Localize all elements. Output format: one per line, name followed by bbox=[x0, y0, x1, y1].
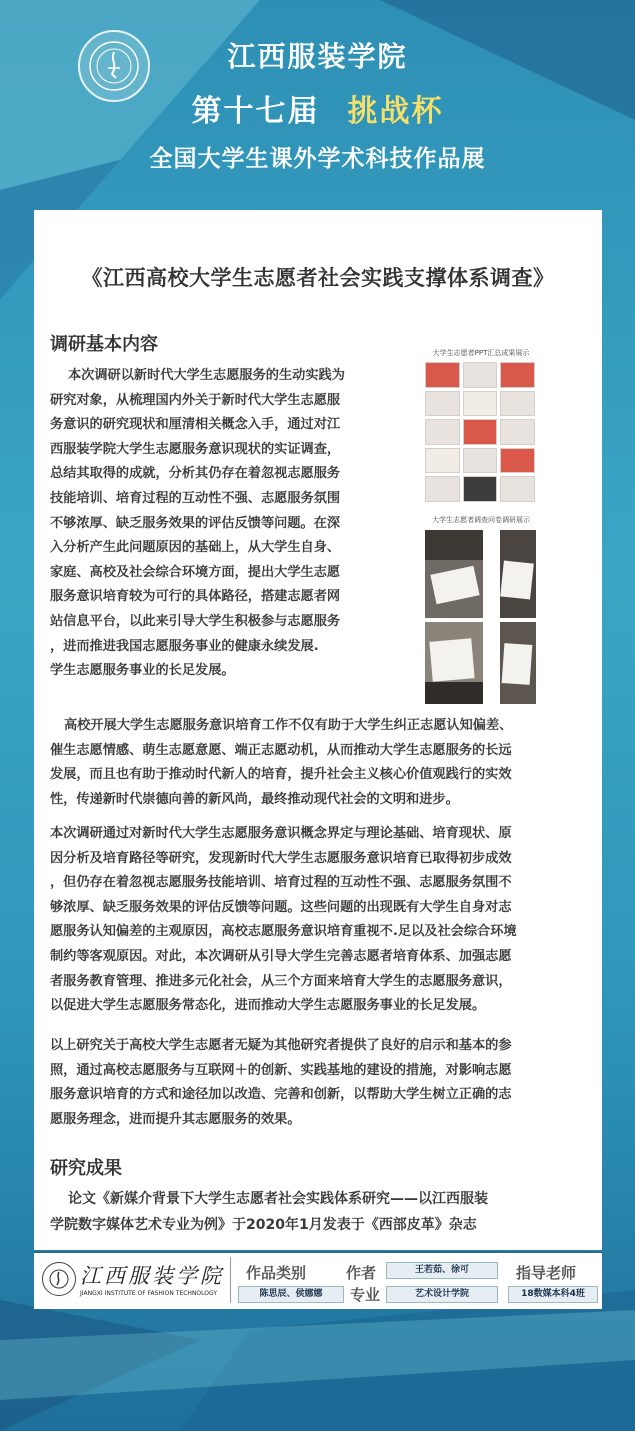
project-title: 《江西高校大学生志愿者社会实践支撑体系调查》 bbox=[81, 266, 555, 290]
para-line: 制约等客观原因。对此，本次调研从引导大学生完善志愿者培育体系、加强志愿 bbox=[50, 948, 512, 964]
class-value: 18数媒本科4班 bbox=[508, 1286, 598, 1303]
para-line: ，但仍存在着忽视志愿服务技能培训、培育过程的互动性不强、志愿服务氛围不 bbox=[50, 875, 512, 891]
authors-secondary: 陈思辰、侯娜娜 bbox=[238, 1286, 344, 1303]
edition-title bbox=[0, 86, 635, 130]
footer-school-name: 江西服装学院 bbox=[80, 1264, 224, 1288]
advisor-label: 指导老师 bbox=[516, 1264, 577, 1282]
major-label: 专业 bbox=[350, 1286, 381, 1304]
para-line: 不够浓厚、缺乏服务效果的评估反馈等问题。在深 bbox=[50, 515, 341, 531]
footer-school-english: JIANGXI INSTITUTE OF FASHION TECHNOLOGY bbox=[80, 1290, 218, 1297]
para-line: 够浓厚、缺乏服务效果的评估反馈等问题。这些问题的出现既有大学生自身对志 bbox=[50, 899, 512, 915]
para-line: 者服务教育管理、推进多元化社会，从三个方面来培育大学生的志愿服务意识， bbox=[50, 973, 512, 989]
para-line: 西服装学院大学生志愿服务意识现状的实证调查， bbox=[50, 441, 341, 457]
para-line: 站信息平台，以此来引导大学生积极参与志愿服务 bbox=[50, 613, 341, 629]
para-line: 性，传递新时代崇德向善的新风尚，最终推动现代社会的文明和进步。 bbox=[50, 791, 459, 807]
para-line: 以促进大学生志愿服务常态化，进而推动大学生志愿服务事业的长足发展。 bbox=[50, 998, 486, 1014]
para-line: 务意识的研究现状和厘清相关概念入手，通过对江 bbox=[50, 417, 341, 433]
para-line: 学院数字媒体艺术专业为例》于2020年1月发表于《西部皮革》杂志 bbox=[50, 1217, 477, 1233]
para-line: 技能培训、培育过程的互动性不强、志愿服务氛围 bbox=[50, 490, 341, 506]
para-line: 愿服务理念，进而提升其志愿服务的效果。 bbox=[50, 1111, 301, 1127]
para-line: 研究对象，从梳理国内外关于新时代大学生志愿服 bbox=[50, 392, 341, 408]
section-heading-content: 调研基本内容 bbox=[50, 334, 158, 355]
survey-caption: 大学生志愿者调查问卷调研展示 bbox=[432, 516, 530, 524]
para-line: 家庭、高校及社会综合环境方面，提出大学生志愿 bbox=[50, 564, 341, 580]
para-line: 总结其取得的成就，分析其仍存在着忽视志愿服务 bbox=[50, 466, 341, 482]
para-line: 高校开展大学生志愿服务意识培育工作不仅有助于大学生纠正志愿认知偏差、 bbox=[64, 718, 513, 733]
para-line: 本次调研以新时代大学生志愿服务的生动实践为 bbox=[68, 368, 345, 383]
school-name: 江西服装学院 bbox=[227, 40, 408, 73]
category-label: 作品类别 bbox=[246, 1264, 307, 1282]
author-label: 作者 bbox=[346, 1264, 377, 1282]
para-line: 愿服务认知偏差的主观原因，高校志愿服务意识培育重视不.足以及社会综合环境 bbox=[50, 924, 517, 940]
paragraph-results bbox=[50, 1186, 590, 1238]
ppt-caption: 大学生志愿者PPT汇总成果展示 bbox=[432, 349, 530, 357]
edition-number: 第十七届 bbox=[191, 94, 320, 129]
survey-photo-3 bbox=[425, 622, 483, 704]
survey-photo-4 bbox=[500, 622, 536, 704]
footer-divider bbox=[230, 1257, 231, 1303]
para-line: 本次调研通过对新时代大学生志愿服务意识概念界定与理论基础、培育现状、原 bbox=[50, 826, 512, 841]
authors-primary: 王若茹、徐可 bbox=[386, 1262, 498, 1279]
paragraph-intro bbox=[50, 364, 410, 684]
exhibition-title: 全国大学生课外学术科技作品展 bbox=[149, 146, 486, 172]
section-heading-results: 研究成果 bbox=[50, 1158, 122, 1179]
major-value: 艺术设计学院 bbox=[386, 1286, 498, 1303]
survey-photo-2 bbox=[500, 530, 536, 618]
paragraph-significance bbox=[50, 714, 590, 812]
para-line: 催生志愿情感、萌生志愿意愿、端正志愿动机，从而推动大学生志愿服务的长远 bbox=[50, 742, 512, 758]
para-line: 学生志愿服务事业的长足发展。 bbox=[50, 663, 235, 679]
survey-photo-1 bbox=[425, 530, 483, 618]
para-line: 入分析产生此问题原因的基础上，从大学生自身、 bbox=[50, 540, 341, 556]
header bbox=[0, 0, 635, 205]
para-line: 服务意识培育的方式和途径加以改造、完善和创新，以帮助大学生树立正确的志 bbox=[50, 1087, 512, 1103]
para-line: 因分析及培育路径等研究，发现新时代大学生志愿服务意识培育已取得初步成效 bbox=[50, 850, 512, 866]
ppt-thumbnails-image bbox=[425, 362, 535, 502]
para-line: 发展，而且也有助于推动时代新人的培育，提升社会主义核心价值观践行的实效 bbox=[50, 767, 512, 783]
para-line: 照，通过高校志愿服务与互联网＋的创新、实践基地的建设的措施，对影响志愿 bbox=[50, 1062, 512, 1078]
para-line: 服务意识培育较为可行的具体路径，搭建志愿者网 bbox=[50, 589, 341, 605]
para-line: 论文《新媒介背景下大学生志愿者社会实践体系研究——以江西服装 bbox=[68, 1191, 488, 1207]
para-line: 以上研究关于高校大学生志愿者无疑为其他研究者提供了良好的启示和基本的参 bbox=[50, 1038, 512, 1053]
paragraph-findings bbox=[50, 822, 590, 1019]
para-line: ，进而推进我国志愿服务事业的健康永续发展. bbox=[50, 638, 319, 654]
paragraph-conclusion bbox=[50, 1034, 590, 1132]
school-logo-icon bbox=[42, 1262, 76, 1296]
cup-name: 挑战杯 bbox=[347, 94, 444, 129]
